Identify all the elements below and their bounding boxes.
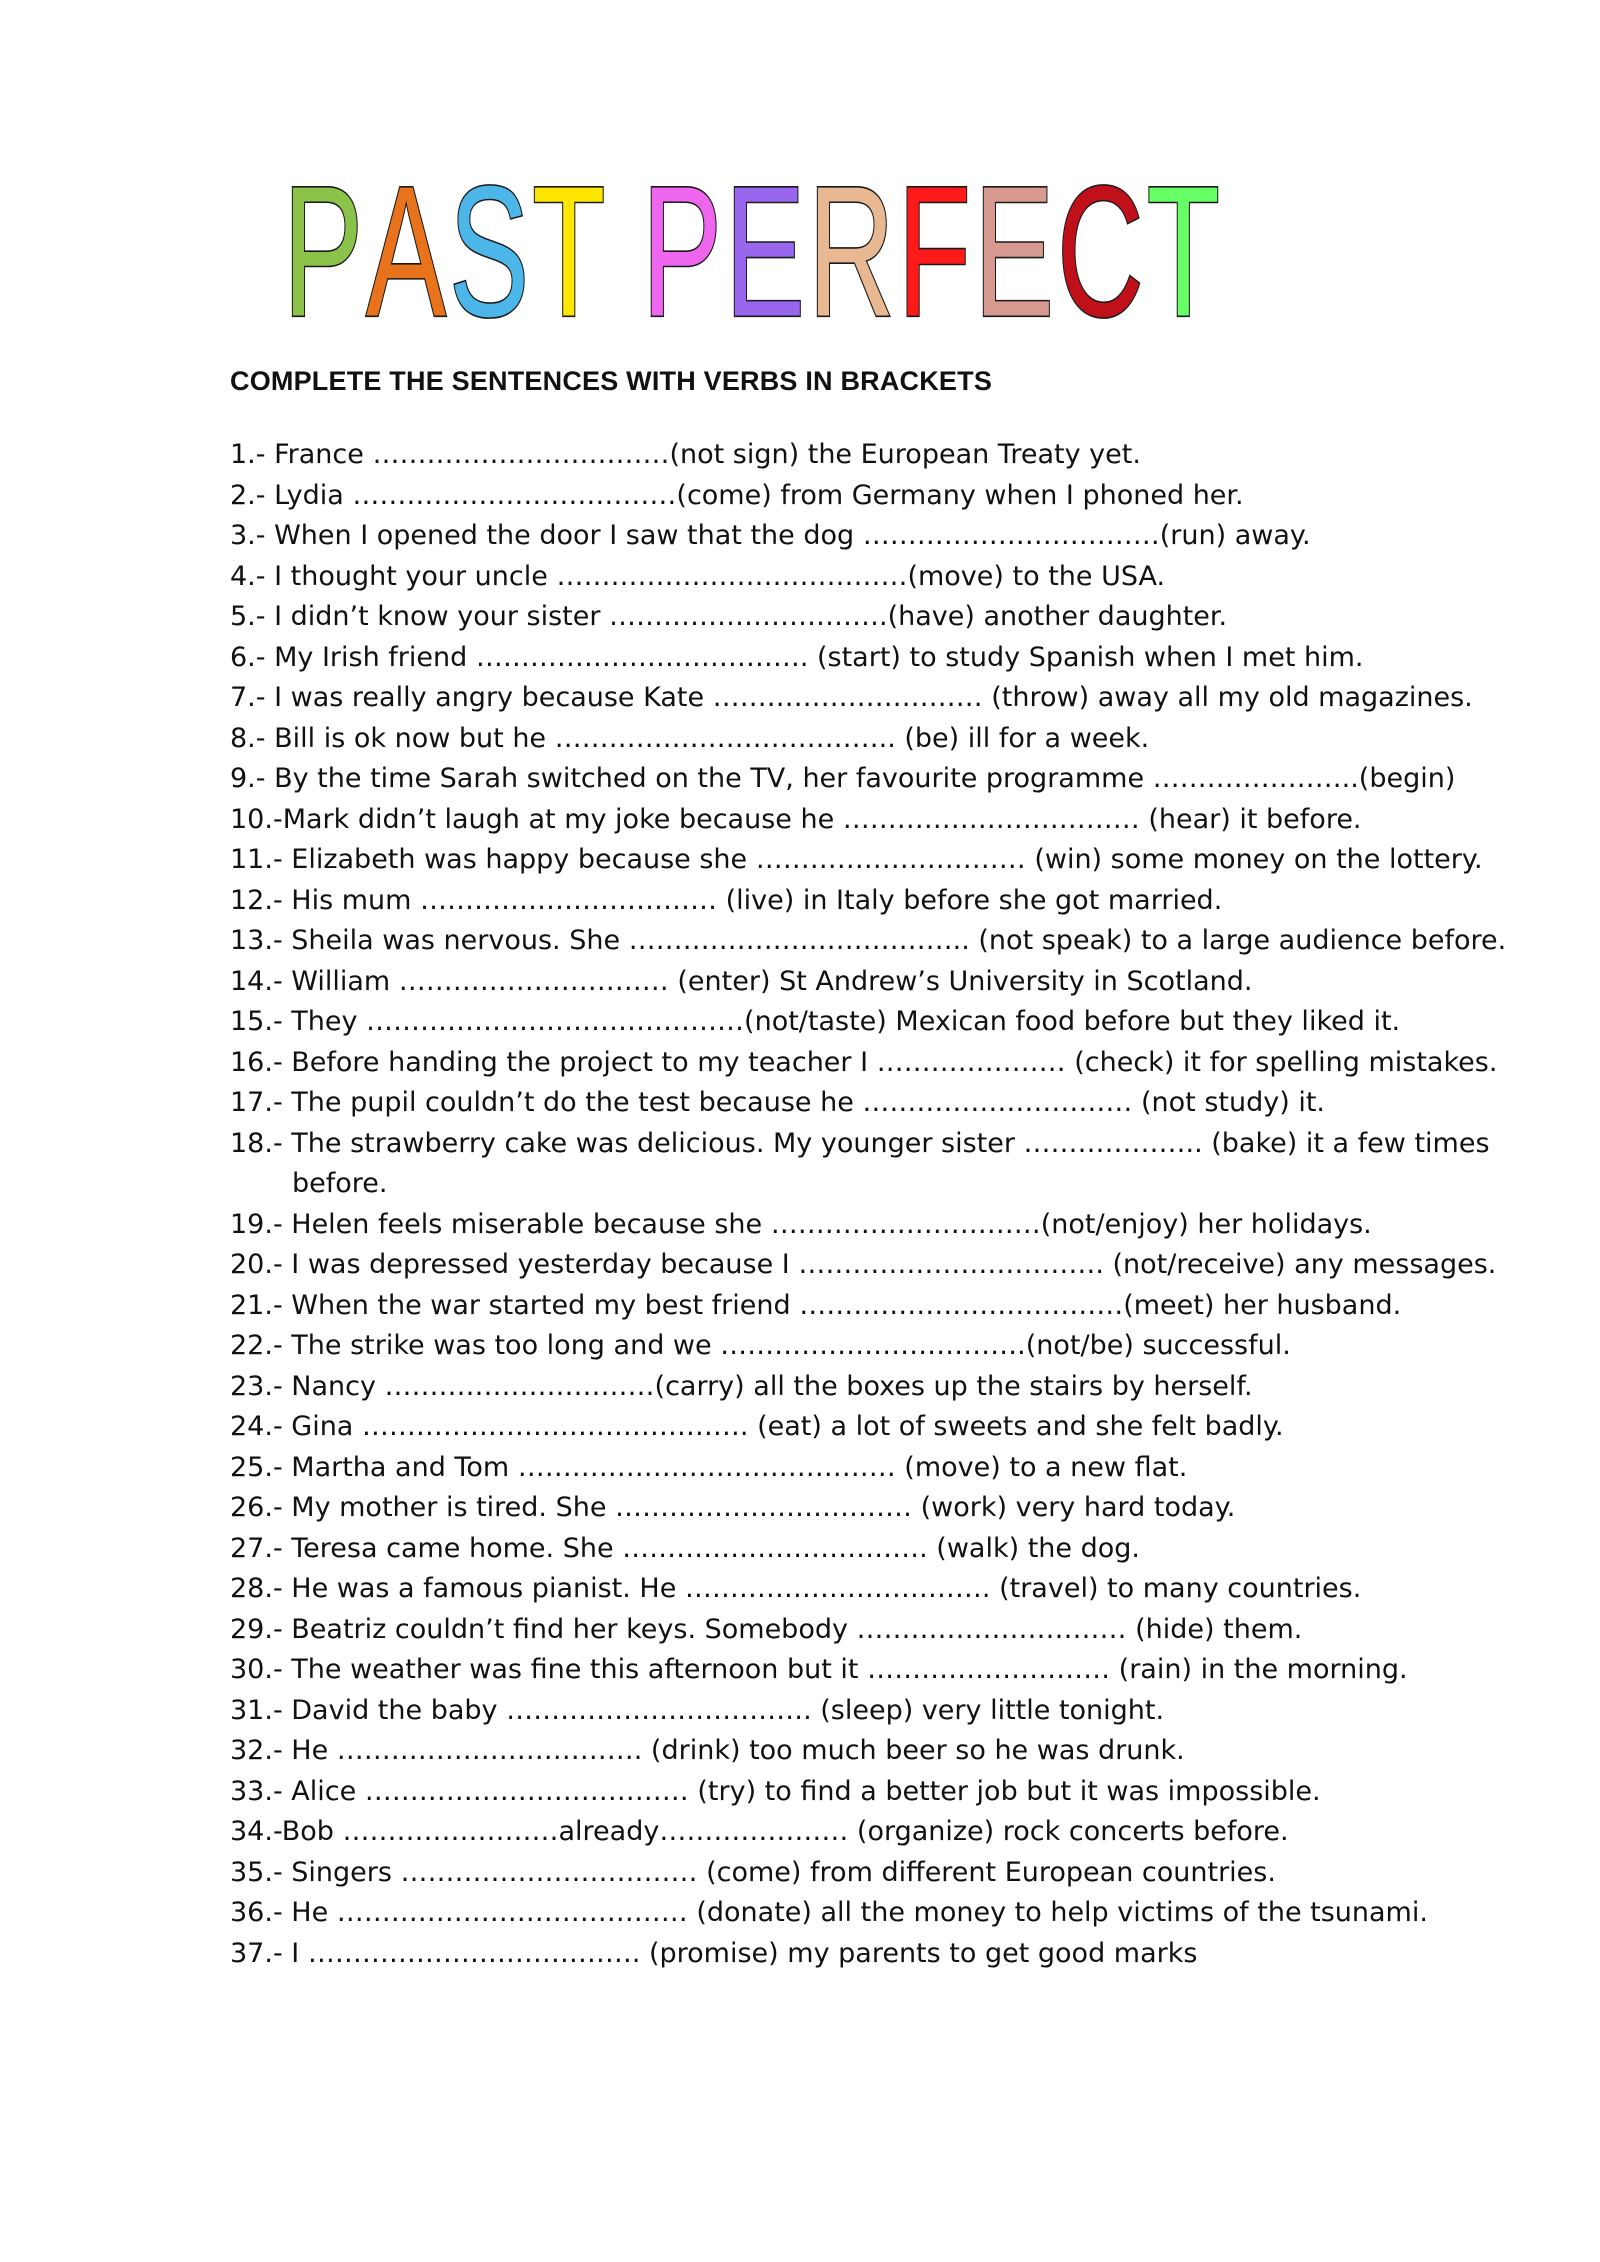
exercise-number: 31.- [230, 1694, 283, 1726]
exercise-item [230, 921, 1530, 962]
title-letter: T [1146, 148, 1221, 356]
exercise-sentence: William ………………………… (enter) St Andrew’s University in Scotland. [282, 965, 1253, 997]
exercise-item [230, 1772, 1530, 1813]
exercise-number: 17.- [230, 1087, 283, 1118]
title-letter: S [449, 148, 531, 356]
exercise-sentence: My Irish friend ………………………………. (start) to study Spanish when I met him. [265, 641, 1364, 673]
exercise-number: 5.- [230, 601, 266, 632]
exercise-number: 35.- [230, 1856, 283, 1888]
exercise-number: 36.- [230, 1897, 283, 1928]
exercise-item [230, 1002, 1530, 1043]
exercise-number: 33.- [230, 1775, 283, 1807]
instructions-heading: COMPLETE THE SENTENCES WITH VERBS IN BRACKETS [230, 366, 993, 396]
title-letter: A [366, 148, 448, 356]
exercise-item [230, 1488, 1530, 1529]
exercise-number: 21.- [230, 1289, 283, 1321]
exercise-sentence: Martha and Tom …………………………………… (move) to a new flat. [282, 1451, 1188, 1483]
title-letter: P [641, 148, 723, 356]
exercise-sentence: The weather was fine this afternoon but it ……………………… (rain) in the morning. [282, 1654, 1408, 1685]
exercise-sentence: Sheila was nervous. She ……………………………….. (not speak) to a large audience before. [282, 925, 1507, 956]
exercise-sentence: I ………………………………. (promise) my parents to get good marks [282, 1937, 1198, 1969]
exercise-item [230, 1569, 1530, 1610]
page-title [283, 148, 1223, 356]
exercise-item [230, 1893, 1530, 1934]
exercise-item [230, 1853, 1530, 1894]
exercise-sentence: The strawberry cake was delicious. My younger sister ……………….. (bake) it a few times before. [282, 1127, 1490, 1199]
exercise-sentence: Teresa came home. She ……………………………. (walk) the dog. [282, 1532, 1140, 1564]
exercise-sentence: Nancy …………………………(carry) all the boxes up the stairs by herself. [282, 1370, 1253, 1402]
exercise-item [230, 597, 1530, 638]
exercise-item [230, 435, 1530, 476]
exercise-number: 1.- [230, 439, 266, 470]
exercise-number: 14.- [230, 965, 283, 997]
exercise-number: 9.- [230, 763, 266, 794]
title-letter: F [897, 148, 972, 356]
title-letter: E [973, 148, 1056, 356]
exercise-item [230, 1934, 1530, 1975]
exercise-item [230, 719, 1530, 760]
exercise-number: 25.- [230, 1451, 283, 1483]
exercise-number: 32.- [230, 1735, 283, 1766]
exercise-item [230, 1083, 1530, 1124]
exercise-number: 2.- [230, 479, 266, 511]
exercise-sentence: Lydia ………………………………(come) from Germany when I phoned her. [265, 479, 1244, 511]
exercise-list [230, 435, 1530, 1974]
exercise-item [230, 1529, 1530, 1570]
exercise-number: 15.- [230, 1006, 283, 1037]
exercise-item [230, 1812, 1530, 1853]
exercise-item [230, 557, 1530, 598]
exercise-item [230, 678, 1530, 719]
exercise-item [230, 1650, 1530, 1691]
exercise-sentence: The pupil couldn’t do the test because he ………………………… (not study) it. [282, 1087, 1325, 1118]
exercise-sentence: Elizabeth was happy because she ………………………… (win) some money on the lottery. [282, 844, 1483, 875]
exercise-number: 10.- [230, 803, 283, 835]
exercise-item [230, 1407, 1530, 1448]
exercise-sentence: By the time Sarah switched on the TV, her favourite programme …………………..(begin) [265, 763, 1456, 794]
exercise-sentence: I was really angry because Kate ………………………… (throw) away all my old magazines. [265, 682, 1473, 713]
exercise-number: 13.- [230, 925, 283, 956]
exercise-sentence: I thought your uncle …………………………………(move) to the USA. [265, 560, 1166, 592]
exercise-number: 30.- [230, 1654, 283, 1685]
exercise-item [230, 638, 1530, 679]
exercise-sentence: Bob ……………………already………………… (organize) rock concerts before. [281, 1816, 1289, 1847]
exercise-sentence: My mother is tired. She …………………………… (work) very hard today. [282, 1492, 1236, 1523]
exercise-sentence: Gina ……………………………………. (eat) a lot of sweets and she felt badly. [282, 1411, 1284, 1442]
exercise-number: 11.- [230, 844, 283, 875]
exercise-sentence: Mark didn’t laugh at my joke because he …………………………… (hear) it before. [282, 803, 1362, 835]
exercise-sentence: He ……………………………. (drink) too much beer so he was drunk. [282, 1735, 1185, 1766]
exercise-sentence: When the war started my best friend ………………………………(meet) her husband. [282, 1289, 1402, 1321]
exercise-sentence: Alice ……………………………… (try) to find a better job but it was impossible. [282, 1775, 1321, 1807]
exercise-item [230, 1043, 1530, 1084]
exercise-sentence: He ………………………………… (donate) all the money to help victims of the tsunami. [282, 1897, 1428, 1928]
exercise-item [230, 1367, 1530, 1408]
exercise-number: 7.- [230, 682, 266, 713]
exercise-sentence: France ……………………………(not sign) the European Treaty yet. [265, 439, 1141, 470]
exercise-number: 3.- [230, 520, 266, 551]
exercise-number: 24.- [230, 1411, 283, 1442]
exercise-sentence: Beatriz couldn’t find her keys. Somebody ………………………… (hide) them. [282, 1613, 1303, 1645]
exercise-item [230, 1205, 1530, 1246]
exercise-sentence: The strike was too long and we …………………………….(not/be) successful. [282, 1330, 1291, 1361]
exercise-number: 23.- [230, 1370, 283, 1402]
exercise-item [230, 840, 1530, 881]
exercise-sentence: They ……………………………………(not/taste) Mexican food before but they liked it. [282, 1006, 1401, 1037]
exercise-number: 20.- [230, 1249, 283, 1280]
exercise-item [230, 1286, 1530, 1327]
exercise-item [230, 800, 1530, 841]
exercise-item [230, 759, 1530, 800]
exercise-sentence: His mum …………………………… (live) in Italy before she got married. [282, 884, 1223, 916]
exercise-item [230, 1691, 1530, 1732]
exercise-item [230, 962, 1530, 1003]
title-letter: T [532, 148, 607, 356]
title-letter: P [283, 148, 365, 356]
exercise-item [230, 1326, 1530, 1367]
title-letter: R [807, 148, 896, 356]
exercise-item [230, 1448, 1530, 1489]
exercise-sentence: David the baby ……………………………. (sleep) very little tonight. [282, 1694, 1165, 1726]
exercise-item [230, 516, 1530, 557]
exercise-number: 22.- [230, 1330, 283, 1361]
exercise-number: 28.- [230, 1573, 283, 1604]
exercise-sentence: I didn’t know your sister ………………………….(have) another daughter. [265, 601, 1228, 632]
exercise-sentence: I was depressed yesterday because I ……………………………. (not/receive) any messages. [282, 1249, 1497, 1280]
exercise-number: 18.- [230, 1127, 283, 1159]
exercise-number: 12.- [230, 884, 283, 916]
exercise-number: 4.- [230, 560, 266, 592]
exercise-item [230, 1610, 1530, 1651]
exercise-number: 27.- [230, 1532, 283, 1564]
exercise-item [230, 1731, 1530, 1772]
exercise-sentence: Singers …………………………… (come) from different European countries. [282, 1856, 1276, 1888]
exercise-item [230, 1245, 1530, 1286]
exercise-number: 34.- [230, 1816, 282, 1847]
exercise-sentence: Helen feels miserable because she …………………………(not/enjoy) her holidays. [282, 1208, 1372, 1240]
exercise-number: 19.- [230, 1208, 283, 1240]
exercise-number: 26.- [230, 1492, 283, 1523]
exercise-sentence: When I opened the door I saw that the dog ……………………………(run) away. [265, 520, 1311, 551]
exercise-number: 29.- [230, 1613, 283, 1645]
exercise-item [230, 881, 1530, 922]
exercise-sentence: Bill is ok now but he ……………………………….. (be) ill for a week. [265, 722, 1150, 754]
exercise-number: 8.- [230, 722, 266, 754]
title-letter: C [1057, 148, 1145, 356]
exercise-number: 6.- [230, 641, 266, 673]
exercise-item [230, 1124, 1530, 1205]
exercise-sentence: He was a famous pianist. He ……………………………. (travel) to many countries. [282, 1573, 1362, 1604]
exercise-number: 16.- [230, 1046, 283, 1078]
exercise-number: 37.- [230, 1937, 283, 1969]
exercise-item [230, 476, 1530, 517]
exercise-sentence: Before handing the project to my teacher I ………………… (check) it for spelling mistakes. [282, 1046, 1498, 1078]
title-letter: E [724, 148, 806, 356]
